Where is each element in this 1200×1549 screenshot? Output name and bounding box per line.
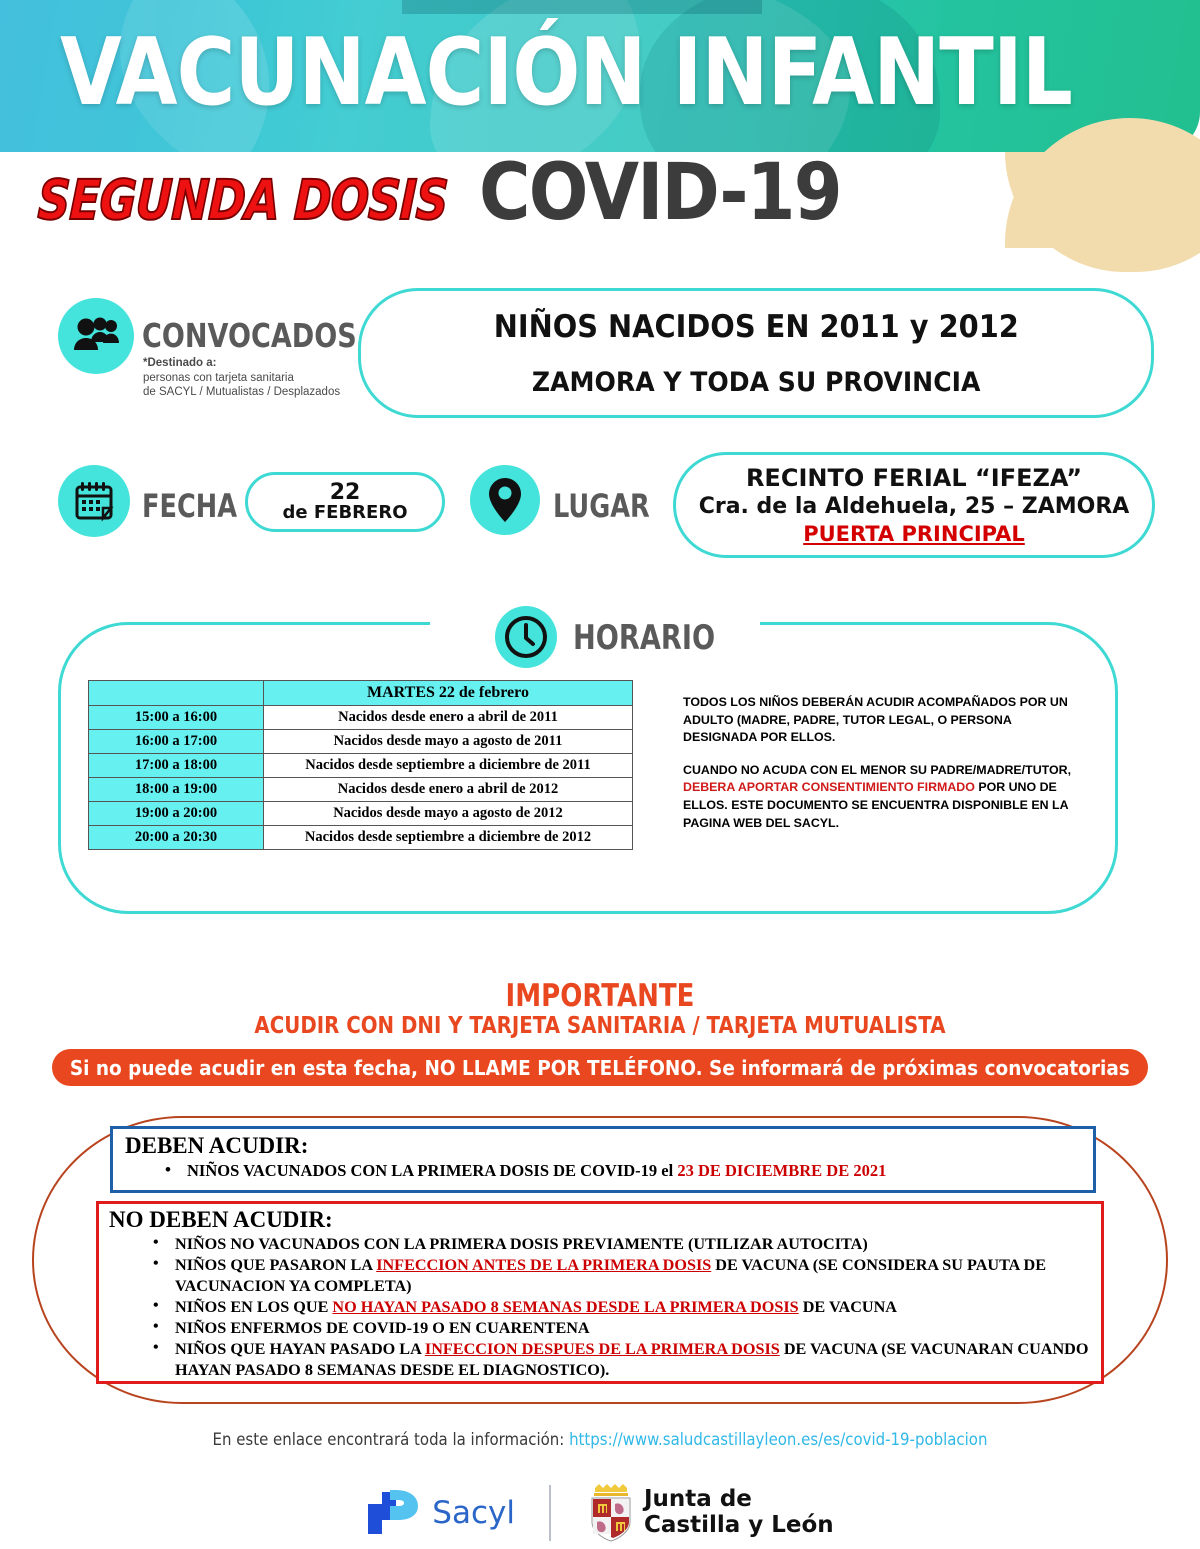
item-pre: NIÑOS EN LOS QUE [175, 1297, 333, 1316]
row-time: 18:00 a 19:00 [89, 778, 264, 802]
deben-acudir-item [187, 1161, 1093, 1181]
people-icon [58, 298, 134, 374]
deben-item-pre: NIÑOS VACUNADOS CON LA PRIMERA DOSIS DE COVID-19 el [187, 1161, 678, 1180]
note-accompany: TODOS LOS NIÑOS DEBERÁN ACUDIR ACOMPAÑADOS POR UN ADULTO (MADRE, PADRE, TUTOR LEGAL, O PERSONA DESIGNADA POR ELLOS. [683, 695, 1068, 745]
fecha-label: FECHA [142, 487, 237, 525]
convocados-section [0, 288, 1200, 428]
row-desc: Nacidos desde enero a abril de 2011 [264, 706, 633, 730]
list-item [175, 1255, 1101, 1297]
footer-link-url[interactable]: https://www.saludcastillayleon.es/es/covid-19-poblacion [569, 1430, 988, 1450]
lugar-value-box [673, 452, 1155, 558]
calendar-icon [58, 465, 130, 537]
lugar-venue: RECINTO FERIAL “IFEZA” [745, 464, 1083, 493]
item-pre: NIÑOS QUE HAYAN PASADO LA [175, 1340, 425, 1359]
convocados-info-box [358, 288, 1154, 418]
footer-link-line [72, 1430, 1128, 1450]
footer-logos [0, 1482, 1200, 1544]
deben-acudir-title: DEBEN ACUDIR: [125, 1133, 309, 1158]
table-row [89, 826, 633, 850]
horario-label: HORARIO [573, 618, 716, 658]
table-row [89, 778, 633, 802]
lugar-entrance: PUERTA PRINCIPAL [803, 521, 1025, 546]
item-post: DE VACUNA (SE VACUNARAN CUANDO HAYAN PASADO 8 SEMANAS DESDE EL DIAGNOSTICO). [175, 1340, 1089, 1380]
lugar-address: Cra. de la Aldehuela, 25 – ZAMORA [698, 494, 1130, 519]
sacyl-logo [366, 1486, 515, 1540]
junta-logo-text [644, 1487, 834, 1539]
location-pin-icon [470, 465, 540, 535]
fecha-month: de FEBRERO [282, 502, 408, 524]
deben-item-date: 23 DE DICIEMBRE DE 2021 [677, 1161, 887, 1180]
convocados-note [143, 356, 340, 400]
convocados-label: CONVOCADOS [142, 316, 357, 355]
convocados-note-line1: personas con tarjeta sanitaria [143, 371, 294, 384]
table-row [89, 802, 633, 826]
sacyl-logo-text: Sacyl [432, 1495, 515, 1531]
deben-acudir-box [110, 1126, 1096, 1193]
junta-line2: Castilla y León [643, 1512, 834, 1538]
item-pre: NIÑOS QUE PASARON LA [175, 1255, 377, 1274]
row-desc: Nacidos desde septiembre a diciembre de 2011 [264, 754, 633, 778]
note-consent-pre: CUANDO NO ACUDA CON EL MENOR SU PADRE/MADRE/TUTOR, [683, 762, 1072, 777]
item-pre: NIÑOS NO VACUNADOS CON LA PRIMERA DOSIS PREVIAMENTE (UTILIZAR AUTOCITA) [175, 1234, 868, 1253]
fecha-day: 22 [329, 480, 361, 505]
subtitle-covid19: COVID-19 [479, 148, 842, 238]
sacyl-mark-icon [366, 1486, 424, 1540]
lugar-label: LUGAR [553, 487, 650, 525]
item-highlight: INFECCION ANTES DE LA PRIMERA DOSIS [376, 1255, 712, 1274]
no-deben-acudir-box [96, 1201, 1104, 1384]
table-row [89, 754, 633, 778]
item-highlight: NO HAYAN PASADO 8 SEMANAS DESDE LA PRIMERA DOSIS [332, 1297, 799, 1316]
subtitle-segunda-dosis: SEGUNDA DOSIS [36, 168, 449, 232]
item-pre: NIÑOS ENFERMOS DE COVID-19 O EN CUARENTENA [175, 1319, 590, 1337]
banner-beige-circle [1005, 152, 1200, 272]
row-time: 15:00 a 16:00 [89, 706, 264, 730]
horario-notes [683, 694, 1083, 832]
coat-of-arms-icon [585, 1482, 635, 1544]
item-post: DE VACUNA (SE CONSIDERA SU PAUTA DE VACUNACION YA COMPLETA) [175, 1255, 1047, 1295]
no-deben-acudir-title: NO DEBEN ACUDIR: [109, 1207, 333, 1232]
row-time: 20:00 a 20:30 [89, 826, 264, 850]
item-highlight: INFECCION DESPUES DE LA PRIMERA DOSIS [424, 1340, 780, 1359]
table-row [89, 706, 633, 730]
row-time: 17:00 a 18:00 [89, 754, 264, 778]
junta-logo [585, 1482, 834, 1544]
convocados-region: ZAMORA Y TODA SU PROVINCIA [531, 366, 981, 398]
list-item [175, 1297, 1101, 1318]
subtitle-row [38, 148, 881, 238]
importante-title: IMPORTANTE [505, 978, 695, 1014]
table-header-row [89, 681, 633, 706]
convocados-note-bold: *Destinado a: [143, 357, 217, 369]
convocados-note-line2: de SACYL / Mutualistas / Desplazados [143, 386, 341, 399]
clock-icon [495, 606, 557, 668]
note-consent-highlight: DEBERA APORTAR CONSENTIMIENTO FIRMADO [683, 780, 975, 795]
note-consent [683, 762, 1083, 832]
junta-line1: Junta de [643, 1486, 752, 1513]
convocados-birth-years: NIÑOS NACIDOS EN 2011 y 2012 [493, 308, 1019, 345]
row-desc: Nacidos desde enero a abril de 2012 [264, 778, 633, 802]
list-item [175, 1234, 1101, 1255]
row-time: 16:00 a 17:00 [89, 730, 264, 754]
table-header-empty [89, 681, 264, 706]
footer-link-prefix: En este enlace encontrará toda la información: [212, 1430, 570, 1450]
table-header-day: MARTES 22 de febrero [264, 681, 633, 706]
row-desc: Nacidos desde mayo a agosto de 2011 [264, 730, 633, 754]
row-desc: Nacidos desde septiembre a diciembre de 2012 [264, 826, 633, 850]
note-consent-post: POR UNO DE ELLOS. ESTE DOCUMENTO SE ENCUENTRA DISPONIBLE EN LA PAGINA WEB DEL SACYL. [683, 780, 1069, 830]
schedule-table [88, 680, 633, 850]
row-desc: Nacidos desde mayo a agosto de 2012 [264, 802, 633, 826]
fecha-value-box [245, 472, 445, 532]
importante-notice-bar [52, 1049, 1148, 1086]
list-item [175, 1318, 1101, 1339]
page-title: VACUNACIÓN INFANTIL [60, 18, 1073, 126]
table-row [89, 730, 633, 754]
item-post: DE VACUNA [798, 1297, 897, 1316]
list-item [175, 1339, 1101, 1381]
banner-decoration-strip [402, 0, 762, 14]
importante-notice-text: Si no puede acudir en esta fecha, NO LLAME POR TELÉFONO. Se informará de próximas convocatorias [70, 1055, 1130, 1080]
importante-subtitle: ACUDIR CON DNI Y TARJETA SANITARIA / TARJETA MUTUALISTA [254, 1013, 946, 1039]
schedule-table-body [89, 706, 633, 850]
row-time: 19:00 a 20:00 [89, 802, 264, 826]
no-deben-acudir-list [175, 1234, 1101, 1381]
footer-divider [549, 1485, 551, 1541]
